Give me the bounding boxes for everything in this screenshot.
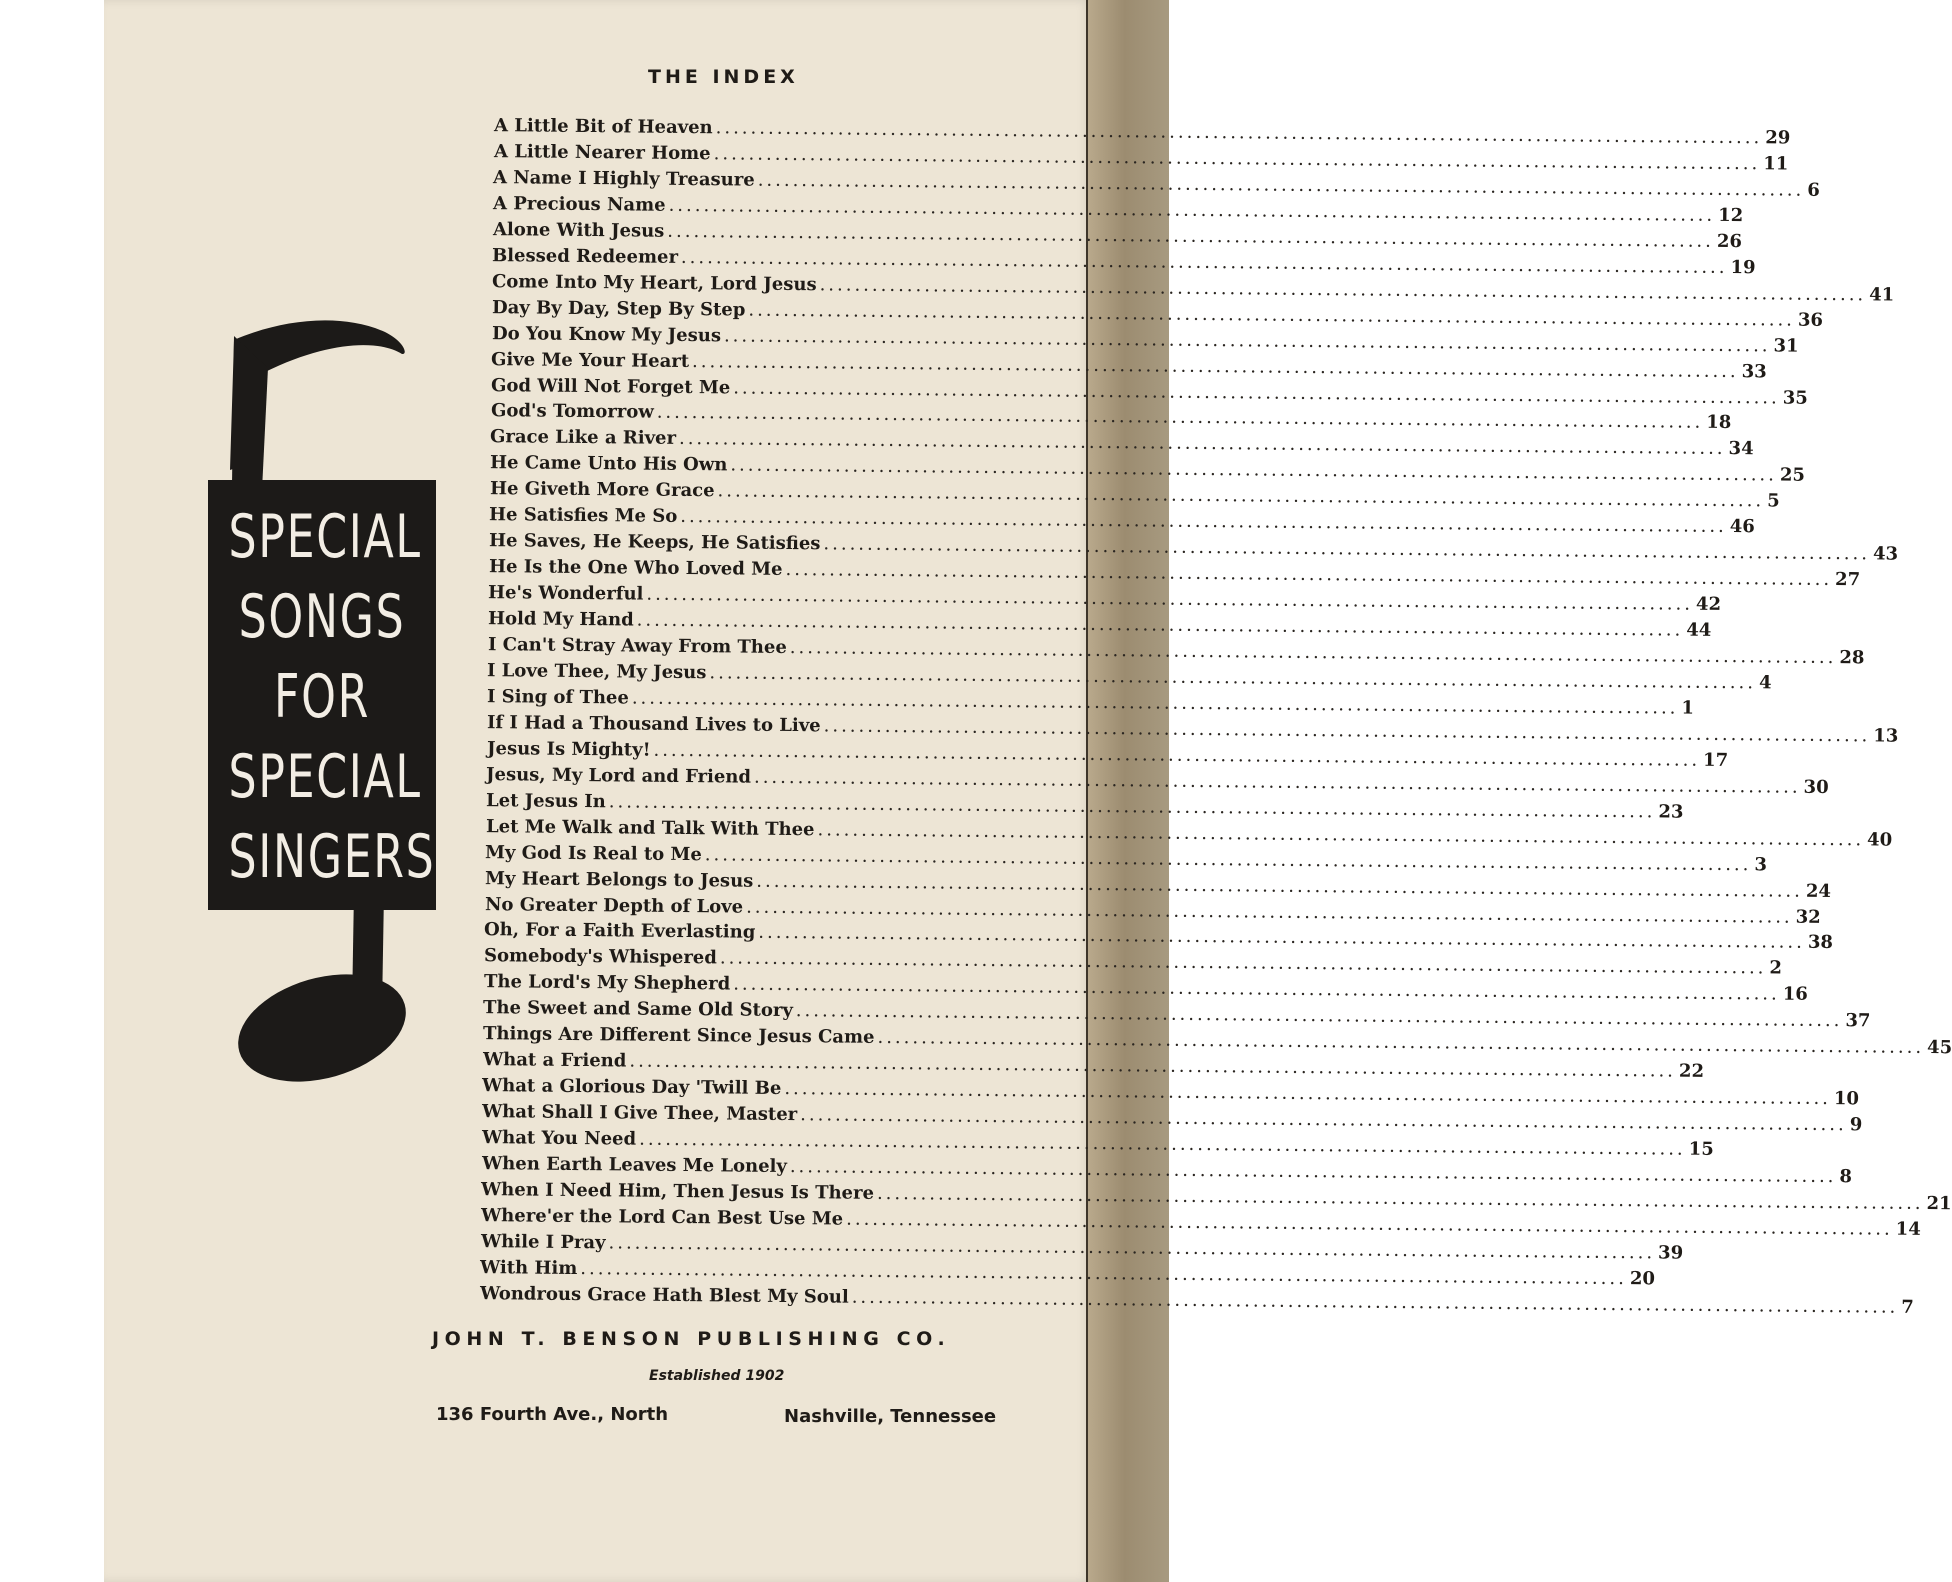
dot-leader: ........................................................................................................................ bbox=[784, 1078, 1832, 1110]
page-number: 1 bbox=[1681, 697, 1695, 719]
song-title: Do You Know My Jesus bbox=[491, 322, 721, 346]
song-title: Grace Like a River bbox=[490, 426, 677, 450]
song-title: He Saves, He Keeps, He Satisfies bbox=[488, 530, 821, 555]
dot-leader: ........................................................................................................................ bbox=[680, 506, 1728, 538]
page-number: 13 bbox=[1872, 725, 1899, 747]
song-title: What a Glorious Day 'Twill Be bbox=[482, 1075, 782, 1100]
dot-leader: ........................................................................................................................ bbox=[758, 922, 1806, 954]
page-number: 5 bbox=[1766, 490, 1780, 512]
page-number: 45 bbox=[1927, 1037, 1952, 1059]
page-number: 11 bbox=[1762, 153, 1789, 175]
song-title: He Is the One Who Loved Me bbox=[488, 556, 783, 581]
page-number: 41 bbox=[1869, 284, 1895, 306]
song-title: Oh, For a Faith Everlasting bbox=[484, 919, 756, 944]
dot-leader: ........................................................................................................................ bbox=[667, 220, 1714, 252]
song-title: He Came Unto His Own bbox=[489, 452, 728, 476]
page-number: 2 bbox=[1769, 957, 1783, 979]
publisher-city: Nashville, Tennessee bbox=[784, 1406, 997, 1427]
dot-leader: ........................................................................................................................ bbox=[823, 533, 1871, 565]
page-number: 16 bbox=[1782, 983, 1808, 1006]
song-title: What a Friend bbox=[482, 1049, 627, 1072]
page-number: 39 bbox=[1657, 1242, 1683, 1264]
page-number: 31 bbox=[1772, 334, 1799, 357]
page-number: 20 bbox=[1630, 1267, 1656, 1290]
publisher-name: JOHN T. BENSON PUBLISHING CO. bbox=[432, 1328, 951, 1350]
song-title: Hold My Hand bbox=[488, 608, 634, 631]
dot-leader: ........................................................................................................................ bbox=[817, 818, 1864, 850]
dot-leader: ........................................................................................................................ bbox=[652, 739, 1700, 771]
page-number: 6 bbox=[1807, 179, 1821, 201]
dot-leader: ........................................................................................................................ bbox=[845, 1208, 1893, 1240]
dot-leader: ........................................................................................................................ bbox=[732, 973, 1780, 1005]
dot-leader: ........................................................................................................................ bbox=[679, 428, 1726, 460]
page-number: 7 bbox=[1901, 1296, 1914, 1318]
dot-leader: ........................................................................................................................ bbox=[709, 662, 1757, 694]
dot-leader: ........................................................................................................................ bbox=[796, 1000, 1843, 1032]
page-number: 34 bbox=[1728, 438, 1755, 460]
dot-leader: ........................................................................................................................ bbox=[692, 350, 1739, 382]
page-number: 30 bbox=[1803, 776, 1829, 798]
song-title: When I Need Him, Then Jesus Is There bbox=[481, 1179, 875, 1204]
dot-leader: ........................................................................................................................ bbox=[631, 687, 1679, 719]
song-title: Jesus Is Mighty! bbox=[486, 737, 651, 761]
song-title: Give Me Your Heart bbox=[491, 348, 690, 372]
dot-leader: ........................................................................................................................ bbox=[877, 1182, 1924, 1214]
song-title: My God Is Real to Me bbox=[485, 841, 703, 865]
dot-leader: ........................................................................................................................ bbox=[756, 870, 1803, 902]
song-title: God Will Not Forget Me bbox=[490, 374, 731, 398]
dot-leader: ........................................................................................................................ bbox=[629, 1050, 1676, 1082]
song-title: Blessed Redeemer bbox=[492, 244, 679, 268]
page-number: 32 bbox=[1795, 906, 1821, 928]
song-title: When Earth Leaves Me Lonely bbox=[481, 1153, 787, 1178]
page-number: 36 bbox=[1797, 309, 1823, 331]
song-title: Let Me Walk and Talk With Thee bbox=[485, 815, 815, 840]
song-title: The Sweet and Same Old Story bbox=[483, 997, 794, 1022]
song-title: No Greater Depth of Love bbox=[484, 893, 743, 918]
song-title: Jesus, My Lord and Friend bbox=[486, 763, 752, 788]
index-row bbox=[470, 1282, 1914, 1318]
badge-line: SPECIAL bbox=[228, 742, 422, 812]
dot-leader: ........................................................................................................................ bbox=[719, 947, 1767, 979]
page-number: 15 bbox=[1688, 1138, 1714, 1160]
dot-leader: ........................................................................................................................ bbox=[723, 324, 1771, 356]
song-title: Where'er the Lord Can Best Use Me bbox=[480, 1204, 844, 1230]
dot-leader: ........................................................................................................................ bbox=[705, 843, 1752, 875]
page-number: 3 bbox=[1754, 853, 1768, 875]
page-number: 14 bbox=[1895, 1218, 1921, 1240]
page-number: 38 bbox=[1808, 932, 1834, 954]
dot-leader: ........................................................................................................................ bbox=[789, 636, 1837, 669]
badge-line: FOR bbox=[274, 662, 370, 732]
dot-leader: ........................................................................................................................ bbox=[745, 896, 1793, 928]
page-number: 4 bbox=[1759, 672, 1773, 694]
page-number: 42 bbox=[1696, 593, 1722, 616]
page-number: 21 bbox=[1926, 1192, 1952, 1215]
song-title: God's Tomorrow bbox=[490, 400, 654, 424]
page-number: 28 bbox=[1839, 647, 1865, 669]
badge-line: SONGS bbox=[238, 582, 406, 652]
dot-leader: ........................................................................................................................ bbox=[748, 299, 1795, 331]
dot-leader: ........................................................................................................................ bbox=[646, 583, 1694, 615]
page-number: 17 bbox=[1702, 749, 1728, 771]
song-title: While I Pray bbox=[480, 1230, 606, 1254]
page-number: 24 bbox=[1805, 880, 1832, 902]
song-title: He Satisfies Me So bbox=[489, 504, 678, 528]
dot-leader: ........................................................................................................................ bbox=[715, 117, 1763, 149]
dot-leader: ........................................................................................................................ bbox=[608, 790, 1656, 823]
dot-leader: ........................................................................................................................ bbox=[851, 1286, 1899, 1318]
page-number: 23 bbox=[1658, 801, 1684, 823]
dot-leader: ........................................................................................................................ bbox=[819, 273, 1867, 305]
song-title: A Little Nearer Home bbox=[493, 141, 711, 165]
song-title: My Heart Belongs to Jesus bbox=[484, 867, 754, 892]
song-title: What You Need bbox=[481, 1127, 637, 1150]
song-title: Somebody's Whispered bbox=[483, 945, 718, 969]
song-title: Wondrous Grace Hath Blest My Soul bbox=[479, 1282, 849, 1308]
song-title: I Can't Stray Away From Thee bbox=[487, 634, 787, 658]
song-title: What Shall I Give Thee, Master bbox=[482, 1101, 798, 1126]
dot-leader: ........................................................................................................................ bbox=[638, 1128, 1686, 1160]
page-number: 46 bbox=[1730, 516, 1756, 538]
page-number: 40 bbox=[1866, 828, 1892, 851]
dot-leader: ........................................................................................................................ bbox=[800, 1104, 1848, 1136]
song-title: A Precious Name bbox=[492, 192, 666, 216]
special-songs-badge bbox=[208, 480, 436, 910]
page-number: 10 bbox=[1834, 1088, 1860, 1110]
song-title: Things Are Different Since Jesus Came bbox=[483, 1023, 875, 1049]
page-number: 26 bbox=[1716, 230, 1742, 252]
page-number: 22 bbox=[1678, 1060, 1704, 1083]
publisher-address: 136 Fourth Ave., North bbox=[436, 1404, 669, 1425]
song-title: With Him bbox=[480, 1256, 578, 1279]
dot-leader: ........................................................................................................................ bbox=[713, 143, 1761, 175]
dot-leader: ........................................................................................................................ bbox=[758, 169, 1805, 201]
page-number: 27 bbox=[1834, 569, 1860, 591]
page-number: 19 bbox=[1730, 256, 1757, 278]
page-number: 37 bbox=[1845, 1010, 1871, 1032]
page-number: 33 bbox=[1741, 360, 1768, 382]
dot-leader: ........................................................................................................................ bbox=[785, 559, 1832, 591]
song-title: He's Wonderful bbox=[488, 582, 644, 605]
page-number: 44 bbox=[1686, 619, 1712, 641]
page-number: 9 bbox=[1849, 1114, 1863, 1136]
page-number: 8 bbox=[1838, 1166, 1852, 1188]
song-title: He Giveth More Grace bbox=[489, 478, 715, 502]
page-number: 25 bbox=[1779, 464, 1806, 487]
dot-leader: ........................................................................................................................ bbox=[656, 402, 1703, 434]
song-title: Day By Day, Step By Step bbox=[491, 296, 746, 321]
dot-leader: ........................................................................................................................ bbox=[717, 480, 1764, 512]
song-title: A Little Bit of Heaven bbox=[493, 115, 713, 139]
dot-leader: ........................................................................................................................ bbox=[877, 1027, 1925, 1059]
song-title: Come Into My Heart, Lord Jesus bbox=[492, 270, 817, 295]
dot-leader: ........................................................................................................................ bbox=[823, 715, 1871, 747]
dot-leader: ........................................................................................................................ bbox=[681, 246, 1729, 278]
dot-leader: ........................................................................................................................ bbox=[733, 376, 1780, 408]
dot-leader: ........................................................................................................................ bbox=[636, 609, 1684, 641]
dot-leader: ........................................................................................................................ bbox=[730, 454, 1777, 486]
dot-leader: ........................................................................................................................ bbox=[668, 194, 1716, 226]
dot-leader: ........................................................................................................................ bbox=[789, 1156, 1837, 1188]
song-title: A Name I Highly Treasure bbox=[493, 166, 756, 191]
badge-line: SPECIAL bbox=[228, 502, 422, 572]
song-title: Let Jesus In bbox=[485, 789, 606, 812]
song-title: I Love Thee, My Jesus bbox=[487, 660, 707, 684]
song-title: The Lord's My Shepherd bbox=[483, 971, 731, 995]
song-title: I Sing of Thee bbox=[487, 685, 630, 709]
page-title: THE INDEX bbox=[648, 66, 799, 88]
page-number: 12 bbox=[1718, 204, 1744, 226]
page-number: 29 bbox=[1765, 127, 1791, 149]
dot-leader: ........................................................................................................................ bbox=[754, 766, 1801, 798]
badge-line: SINGERS bbox=[228, 822, 436, 892]
page-number: 43 bbox=[1872, 543, 1899, 565]
song-title: Alone With Jesus bbox=[492, 218, 665, 242]
page-number: 18 bbox=[1705, 412, 1732, 434]
page-number: 35 bbox=[1782, 386, 1808, 409]
established-note: Established 1902 bbox=[649, 1368, 785, 1384]
dot-leader: ........................................................................................................................ bbox=[608, 1232, 1655, 1264]
song-title: If I Had a Thousand Lives to Live bbox=[486, 711, 821, 737]
dot-leader: ........................................................................................................................ bbox=[580, 1257, 1628, 1289]
